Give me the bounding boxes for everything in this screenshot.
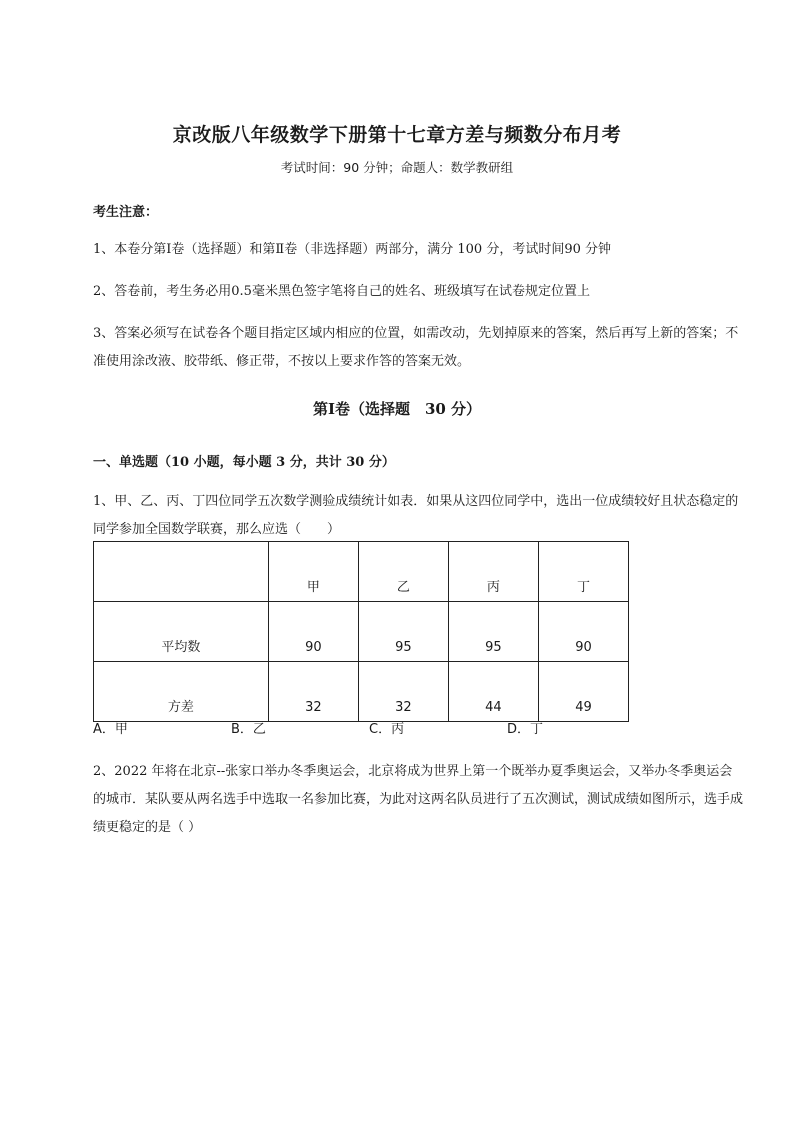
notice-item-1: 1、本卷分第Ⅰ卷（选择题）和第Ⅱ卷（非选择题）两部分，满分 100 分，考试时间90 分钟 xyxy=(93,242,611,257)
table-cell xyxy=(94,542,269,602)
table-cell: 方差 xyxy=(94,662,269,722)
table-row xyxy=(94,662,629,722)
table-cell: 95 xyxy=(448,602,538,662)
section-title: 第Ⅰ卷（选择题 30 分） xyxy=(312,400,482,418)
table-cell: 90 xyxy=(268,602,358,662)
page-title: 京改版八年级数学下册第十七章方差与频数分布月考 xyxy=(172,124,622,146)
table-cell: 32 xyxy=(358,662,448,722)
question-2-text: 2、2022 年将在北京--张家口举办冬季奥运会，北京将成为世界上第一个既举办夏季奥运会，又举办冬季奥运会的城市．某队要从两名选手中选取一名参加比赛，为此对这两名队员进行了五次测试，测试成绩如图所示，选手成绩更稳定的是（ ） xyxy=(93,764,744,835)
table-cell: 甲 xyxy=(268,542,358,602)
option-a[interactable]: A．甲 xyxy=(93,722,128,737)
table-cell: 32 xyxy=(268,662,358,722)
notice-heading: 考生注意： xyxy=(93,205,159,220)
table-header-row xyxy=(94,542,629,602)
table-cell: 平均数 xyxy=(94,602,269,662)
table-cell: 丁 xyxy=(538,542,628,602)
table-cell: 44 xyxy=(448,662,538,722)
stats-table xyxy=(93,541,629,722)
option-d[interactable]: D．丁 xyxy=(507,722,544,737)
question-1-text: 1、甲、乙、丙、丁四位同学五次数学测验成绩统计如表．如果从这四位同学中，选出一位成绩较好且状态稳定的同学参加全国数学联赛，那么应选（ ） xyxy=(93,494,739,537)
table-cell: 丙 xyxy=(448,542,538,602)
option-b[interactable]: B．乙 xyxy=(231,722,266,737)
table-cell: 95 xyxy=(358,602,448,662)
table-row xyxy=(94,602,629,662)
table-cell: 90 xyxy=(538,602,628,662)
notice-item-2: 2、答卷前，考生务必用0.5毫米黑色签字笔将自己的姓名、班级填写在试卷规定位置上 xyxy=(93,284,590,299)
exam-info: 考试时间：90 分钟；命题人：数学教研组 xyxy=(280,160,514,175)
option-c[interactable]: C．丙 xyxy=(369,722,405,737)
notice-item-3: 3、答案必须写在试卷各个题目指定区域内相应的位置，如需改动，先划掉原来的答案，然后再写上新的答案；不准使用涂改液、胶带纸、修正带，不按以上要求作答的答案无效。 xyxy=(93,326,739,369)
subsection-heading: 一、单选题（10 小题，每小题 3 分，共计 30 分） xyxy=(93,455,395,470)
table-cell: 49 xyxy=(538,662,628,722)
table-cell: 乙 xyxy=(358,542,448,602)
question-1-options xyxy=(93,718,693,744)
